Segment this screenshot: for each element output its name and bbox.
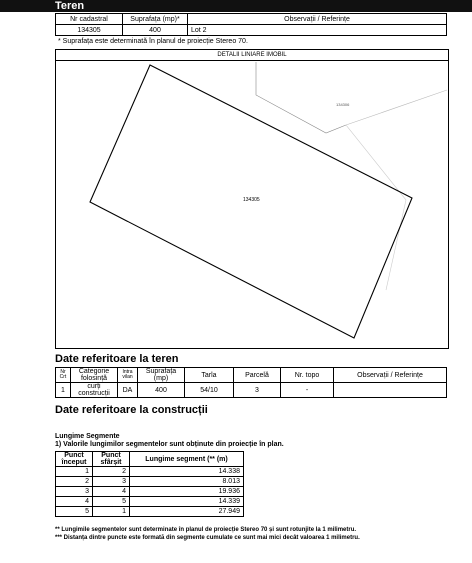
seg-cell: 4 <box>93 487 130 497</box>
ref-teren-heading: Date referitoare la teren <box>55 353 179 365</box>
seg-cell: 1 <box>56 467 93 477</box>
plan-frame <box>55 49 449 349</box>
neighbor-label: 134306 <box>336 102 350 107</box>
seg-cell: 27.949 <box>130 507 244 517</box>
teren-table <box>55 13 447 36</box>
seg-cell: 14.338 <box>130 467 244 477</box>
seg-cell: 3 <box>93 477 130 487</box>
table-row <box>56 477 244 487</box>
teren-header-cell: Suprafața (mp)* <box>123 14 188 25</box>
ref-cell: 1 <box>56 383 71 398</box>
ref-header-cell: Nr Crt <box>56 368 71 383</box>
teren-heading: Teren <box>55 0 85 12</box>
segments-heading: Lungime Segmente <box>55 433 120 440</box>
ref-cell: - <box>281 383 334 398</box>
table-row <box>56 497 244 507</box>
table-row <box>56 487 244 497</box>
ref-cell: DA <box>118 383 138 398</box>
teren-cell: Lot 2 <box>188 25 447 36</box>
seg-cell: 1 <box>93 507 130 517</box>
neighbor-boundary <box>346 90 447 125</box>
teren-cell: 134305 <box>56 25 123 36</box>
table-row <box>56 467 244 477</box>
teren-cell: 400 <box>123 25 188 36</box>
ref-cell: 54/10 <box>185 383 234 398</box>
seg-header-cell: Punct început <box>56 452 93 467</box>
segments-intro: 1) Valorile lungimilor segmentelor sunt obținute din proiecție în plan. <box>55 441 284 448</box>
ref-header-cell: Parcelă <box>234 368 281 383</box>
table-row <box>56 507 244 517</box>
ref-header-cell: Intra vilan <box>118 368 138 383</box>
ref-cell: curți construcții <box>71 383 118 398</box>
neighbor-boundary-2 <box>346 125 406 290</box>
ref-cell: 3 <box>234 383 281 398</box>
segments-table <box>55 451 244 517</box>
ref-cell: 400 <box>138 383 185 398</box>
seg-cell: 8.013 <box>130 477 244 487</box>
ref-header-cell: Observații / Referințe <box>334 368 447 383</box>
ref-header-cell: Categorie folosință <box>71 368 118 383</box>
seg-header-cell: Lungime segment (** (m) <box>130 452 244 467</box>
ref-header-cell: Tarla <box>185 368 234 383</box>
seg-cell: 5 <box>93 497 130 507</box>
seg-cell: 14.339 <box>130 497 244 507</box>
seg-cell: 5 <box>56 507 93 517</box>
parcel-label: 134305 <box>243 197 260 203</box>
plan-title: DETALII LINIARE IMOBIL <box>56 50 448 61</box>
segments-note-2: *** Distanța dintre puncte este formată din segmente cumulate ce sunt mai mici decât valoarea 1 milimetru. <box>55 535 360 541</box>
ref-header-cell: Suprafața (mp) <box>138 368 185 383</box>
seg-cell: 3 <box>56 487 93 497</box>
teren-header-cell: Nr cadastral <box>56 14 123 25</box>
seg-cell: 4 <box>56 497 93 507</box>
teren-footnote: * Suprafața este determinată în planul de proiecție Stereo 70. <box>58 38 248 45</box>
segments-note-1: ** Lungimile segmentelor sunt determinate în planul de proiecție Stereo 70 și sunt rotunjite la 1 milimetru. <box>55 527 357 533</box>
ref-header-cell: Nr. topo <box>281 368 334 383</box>
seg-header-cell: Punct sfârșit <box>93 452 130 467</box>
neighbor-parcel-outline <box>256 62 346 133</box>
ref-cell <box>334 383 447 398</box>
seg-cell: 19.936 <box>130 487 244 497</box>
ref-teren-table <box>55 367 447 398</box>
ref-constructii-heading: Date referitoare la construcții <box>55 404 208 416</box>
seg-cell: 2 <box>56 477 93 487</box>
teren-header-cell: Observații / Referințe <box>188 14 447 25</box>
seg-cell: 2 <box>93 467 130 477</box>
